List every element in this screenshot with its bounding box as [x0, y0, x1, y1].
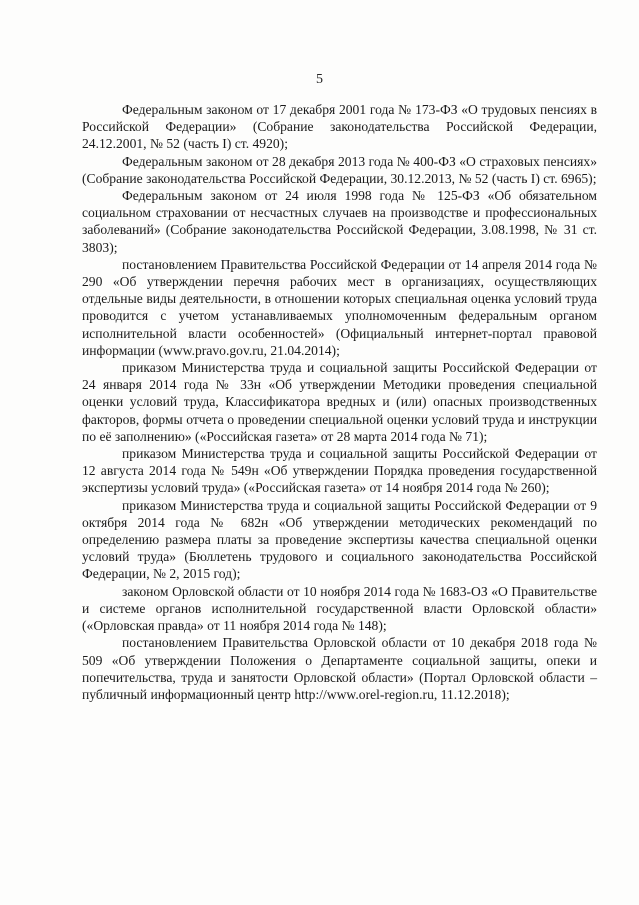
legal-act-paragraph: Федеральным законом от 17 декабря 2001 года № 173-ФЗ «О трудовых пенсиях в Российской Федерации» (Собрание законодательства Российской Федерации, 24.12.2001, № 52 (часть I) ст. 4920); — [82, 102, 597, 152]
legal-act-paragraph: приказом Министерства труда и социальной защиты Российской Федерации от 12 августа 2014 года № 549н «Об утверждении Порядка проведения государственной экспертизы условий труда» («Российская газета» от 14 ноября 2014 года № 260); — [82, 446, 597, 496]
legal-act-paragraph: постановлением Правительства Орловской области от 10 декабря 2018 года № 509 «Об утверждении Положения о Департаменте социальной защиты, опеки и попечительства, труда и занятости Орловской области» (Портал Орловской области – публичный информационный центр http://www.orel-region.ru, 11.12.2018); — [82, 635, 597, 702]
legal-act-paragraph: Федеральным законом от 24 июля 1998 года № 125-ФЗ «Об обязательном социальном страховании от несчастных случаев на производстве и профессиональных заболеваний» (Собрание законодательства Российской Федерации, 3.08.1998, № 31 ст. 3803); — [82, 188, 597, 255]
legal-act-paragraph: приказом Министерства труда и социальной защиты Российской Федерации от 24 января 2014 года № 33н «Об утверждении Методики проведения специальной оценки условий труда, Классификатора вредных и (или) опасных производственных факторов, формы отчета о проведении специальной оценки условий труда и инструкции по её заполнению» («Российская газета» от 28 марта 2014 года № 71); — [82, 360, 597, 444]
legal-act-paragraph: постановлением Правительства Российской Федерации от 14 апреля 2014 года № 290 «Об утверждении перечня рабочих мест в организациях, осуществляющих отдельные виды деятельности, в отношении которых специальная оценка условий труда проводится с учетом устанавливаемых уполномоченным федеральным органом исполнительной власти особенностей» (Официальный интернет-портал правовой информации (www.pravo.gov.ru, 21.04.2014); — [82, 256, 597, 358]
legal-basis-list — [82, 101, 597, 703]
legal-act-paragraph: законом Орловской области от 10 ноября 2014 года № 1683-ОЗ «О Правительстве и системе органов исполнительной государственной власти Орловской области» («Орловская правда» от 11 ноября 2014 года № 148); — [82, 583, 597, 634]
page-number: 5 — [316, 72, 323, 87]
legal-act-paragraph: приказом Министерства труда и социальной защиты Российской Федерации от 9 октября 2014 года № 682н «Об утверждении методических рекомендаций по определению размера платы за проведение экспертизы качества специальной оценки условий труда» (Бюллетень трудового и социального законодательства Российской Федерации, № 2, 2015 год); — [82, 497, 597, 582]
legal-act-paragraph: Федеральным законом от 28 декабря 2013 года № 400-ФЗ «О страховых пенсиях» (Собрание законодательства Российской Федерации, 30.12.2013, № 52 (часть I) ст. 6965); — [82, 153, 597, 186]
